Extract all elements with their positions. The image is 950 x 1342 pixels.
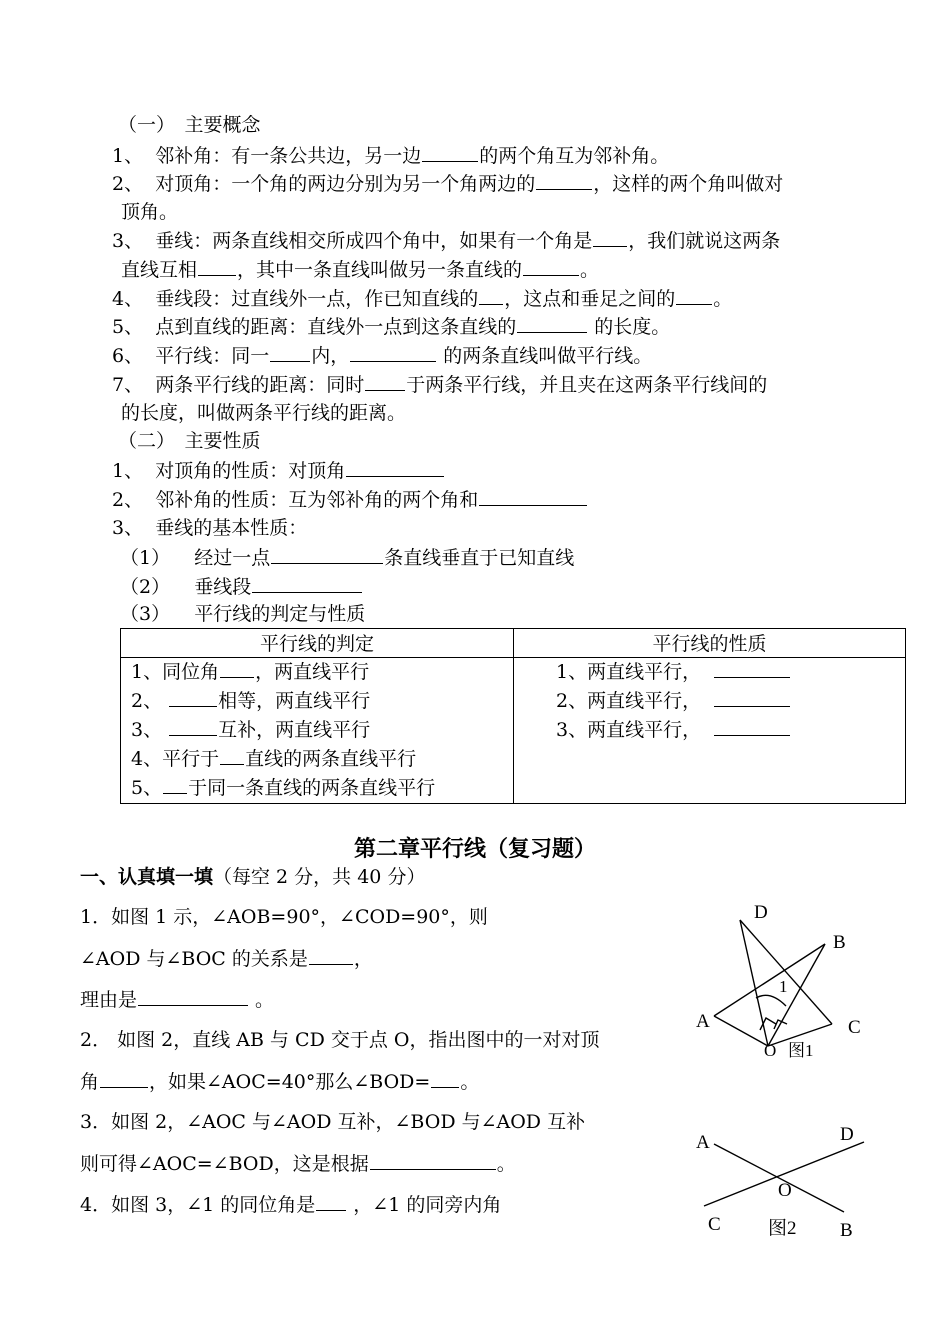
- ray-OA: [714, 1016, 768, 1046]
- part2-heading: （二） 主要性质: [118, 430, 261, 452]
- fig1-label-B: B: [833, 932, 846, 953]
- segment-AB: [714, 944, 825, 1016]
- property-row-1: 1、两直线平行，: [556, 658, 895, 687]
- blank[interactable]: [431, 1068, 459, 1088]
- blank[interactable]: [100, 1068, 148, 1088]
- question-4-line-1: 4．如图 3，∠1 的同位角是 ，∠1 的同旁内角: [80, 1191, 501, 1218]
- fig2-label-C: C: [708, 1214, 721, 1235]
- concept-6: 6、 平行线：同一 内， 的两条直线叫做平行线。: [112, 342, 652, 369]
- ray-OB: [768, 944, 825, 1046]
- blank[interactable]: [714, 716, 790, 736]
- parallel-lines-table: [120, 628, 906, 804]
- property-row-3: 3、两直线平行，: [556, 716, 895, 745]
- concept-7-cont: 的长度，叫做两条平行线的距离。: [121, 402, 407, 424]
- question-1-line-3: 理由是 。: [80, 986, 274, 1013]
- sub-1: （1） 经过一点 条直线垂直于已知直线: [120, 544, 574, 571]
- blank[interactable]: [163, 774, 187, 794]
- blank[interactable]: [676, 285, 712, 305]
- concept-7: 7、 两条平行线的距离：同时 于两条平行线，并且夹在这两条平行线间的: [112, 371, 767, 398]
- sub-2: （2） 垂线段: [120, 573, 363, 600]
- blank[interactable]: [350, 342, 436, 362]
- blank[interactable]: [198, 256, 236, 276]
- fig1-label-1: 1: [779, 977, 788, 996]
- blank[interactable]: [479, 486, 587, 506]
- blank[interactable]: [714, 658, 790, 678]
- concept-4: 4、 垂线段：过直线外一点，作已知直线的 ，这点和垂足之间的 。: [112, 285, 732, 312]
- figure-2: [692, 1122, 878, 1248]
- property-3: 3、 垂线的基本性质：: [112, 517, 308, 539]
- blank[interactable]: [593, 227, 627, 247]
- judgement-3: 3、 互补，两直线平行: [131, 716, 503, 745]
- concept-1: 1、 邻补角：有一条公共边，另一边 的两个角互为邻补角。: [112, 142, 669, 169]
- blank[interactable]: [169, 687, 217, 707]
- question-2-line-2: 角 ，如果∠AOC=40°那么∠BOD= 。: [80, 1068, 479, 1095]
- blank[interactable]: [365, 371, 405, 391]
- blank[interactable]: [346, 457, 444, 477]
- concept-2-cont: 顶角。: [121, 201, 179, 223]
- concept-5: 5、 点到直线的距离：直线外一点到这条直线的 的长度。: [112, 313, 670, 340]
- figure-1: [690, 898, 870, 1060]
- blank[interactable]: [138, 986, 248, 1006]
- blank[interactable]: [316, 1191, 346, 1211]
- table-header-property: 平行线的性质: [514, 629, 906, 658]
- judgement-5: 5、 于同一条直线的两条直线平行: [131, 774, 503, 803]
- chapter-title: 第二章平行线（复习题）: [353, 837, 596, 862]
- sub-3: （3） 平行线的判定与性质: [120, 603, 366, 625]
- concept-2: 2、 对顶角：一个角的两边分别为另一个角两边的 ，这样的两个角叫做对: [112, 170, 783, 197]
- segment-DC: [740, 920, 832, 1024]
- property-2: 2、 邻补角的性质：互为邻补角的两个角和: [112, 486, 588, 513]
- blank[interactable]: [523, 256, 579, 276]
- line-AB: [714, 1144, 844, 1212]
- question-3-line-2: 则可得∠AOC=∠BOD，这是根据 。: [80, 1150, 516, 1177]
- blank[interactable]: [220, 745, 244, 765]
- question-3-line-1: 3．如图 2，∠AOC 与∠AOD 互补，∠BOD 与∠AOD 互补: [80, 1111, 586, 1133]
- property-row-2: 2、两直线平行，: [556, 687, 895, 716]
- blank[interactable]: [714, 687, 790, 707]
- question-2-line-1: 2． 如图 2，直线 AB 与 CD 交于点 O，指出图中的一对对顶: [80, 1029, 600, 1051]
- blank[interactable]: [422, 142, 478, 162]
- concept-3: 3、 垂线：两条直线相交所成四个角中，如果有一个角是 ，我们就说这两条: [112, 227, 780, 254]
- blank[interactable]: [271, 544, 383, 564]
- blank[interactable]: [252, 573, 362, 593]
- fig2-label-O: O: [778, 1180, 792, 1201]
- fig2-label-B: B: [840, 1220, 853, 1241]
- angle-arc: [756, 995, 786, 1006]
- judgement-4: 4、平行于 直线的两条直线平行: [131, 745, 503, 774]
- blank[interactable]: [220, 658, 254, 678]
- fig1-caption: 图1: [788, 1041, 814, 1060]
- blank[interactable]: [309, 945, 353, 965]
- section-heading: 一、认真填一填（每空 2 分，共 40 分）: [80, 866, 426, 888]
- part1-heading: （一） 主要概念: [118, 114, 261, 136]
- judgement-1: 1、同位角 ，两直线平行: [131, 658, 503, 687]
- question-1-line-1: 1．如图 1 示，∠AOB=90°，∠COD=90°，则: [80, 906, 488, 928]
- blank[interactable]: [479, 285, 503, 305]
- fig2-label-D: D: [840, 1124, 854, 1145]
- blank[interactable]: [517, 313, 587, 333]
- blank[interactable]: [536, 170, 592, 190]
- question-1-line-2: ∠AOD 与∠BOC 的关系是 ，: [80, 945, 373, 972]
- fig1-label-O: O: [764, 1041, 777, 1060]
- concept-3-cont: 直线互相 ，其中一条直线叫做另一条直线的 。: [121, 256, 599, 283]
- fig1-label-C: C: [848, 1017, 861, 1038]
- blank[interactable]: [270, 342, 310, 362]
- fig2-label-A: A: [696, 1132, 710, 1153]
- table-header-judgement: 平行线的判定: [121, 629, 514, 658]
- fig2-caption: 图2: [768, 1218, 797, 1239]
- judgement-2: 2、 相等，两直线平行: [131, 687, 503, 716]
- blank[interactable]: [370, 1150, 496, 1170]
- fig1-label-A: A: [696, 1011, 710, 1032]
- property-1: 1、 对顶角的性质：对顶角: [112, 457, 445, 484]
- blank[interactable]: [169, 716, 217, 736]
- fig1-label-D: D: [754, 902, 768, 923]
